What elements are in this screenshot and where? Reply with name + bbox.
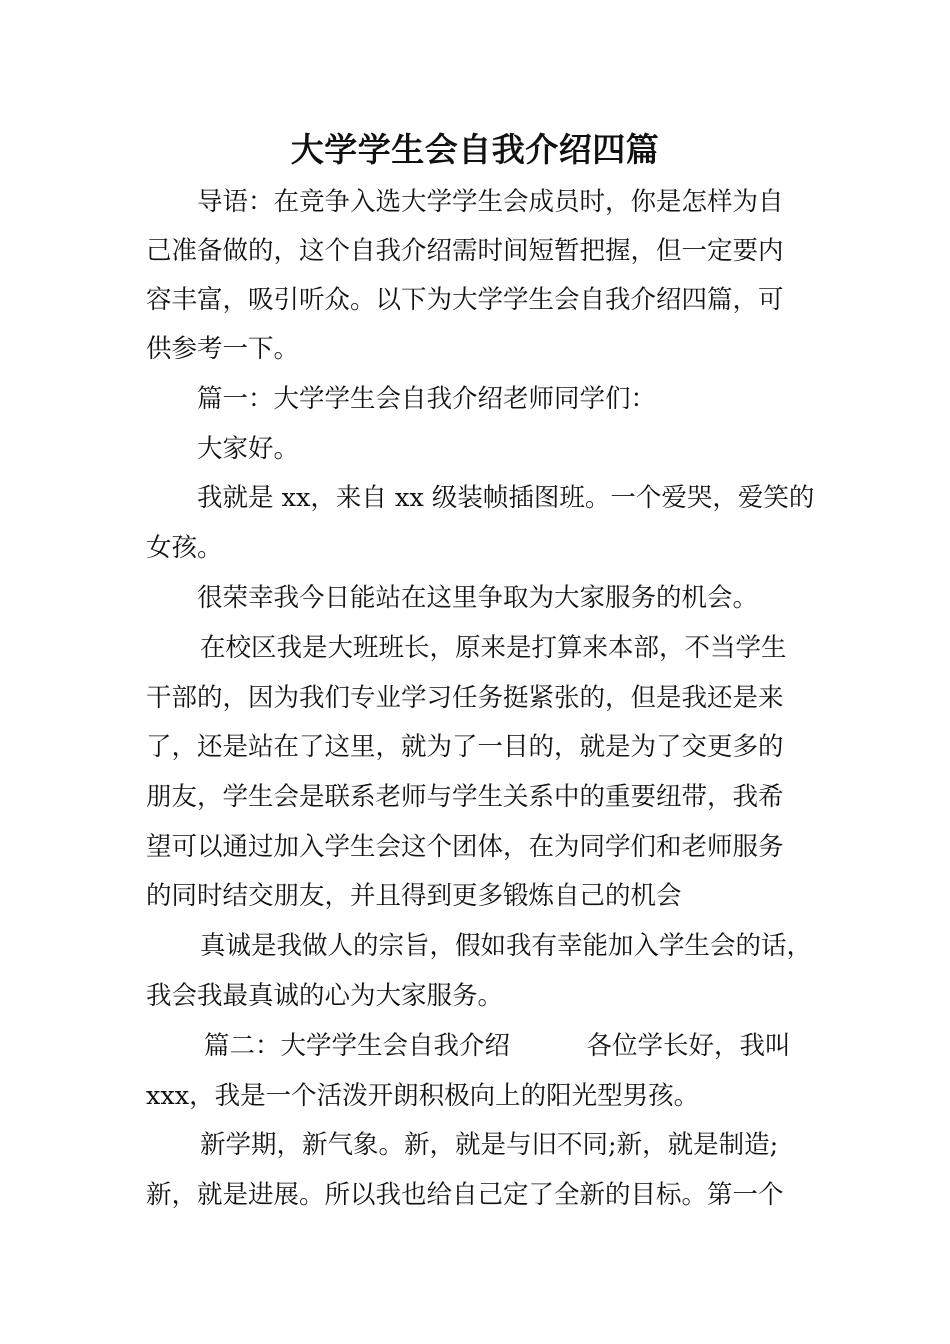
paragraph-line: 朋友，学生会是联系老师与学生关系中的重要纽带，我希 (146, 782, 784, 812)
paragraph-line: 己准备做的，这个自我介绍需时间短暂把握，但一定要内 (146, 236, 784, 266)
paragraph-line: 我就是 xx，来自 xx 级装帧插图班。一个爱哭，爱笑的 (197, 483, 815, 513)
paragraph-line: 供参考一下。 (146, 334, 300, 364)
paragraph-line: 新学期，新气象。新，就是与旧不同;新，就是制造; (200, 1130, 779, 1160)
paragraph-line: 我会我最真诚的心为大家服务。 (146, 981, 504, 1011)
paragraph-line: 女孩。 (146, 533, 223, 563)
paragraph-line: 真诚是我做人的宗旨，假如我有幸能加入学生会的话， (200, 931, 813, 961)
section-heading-line: 篇一：大学学生会自我介绍老师同学们： (197, 384, 657, 414)
section-heading-line: 篇二：大学学生会自我介绍 各位学长好，我叫 (204, 1031, 791, 1061)
paragraph-line: 大家好。 (197, 434, 300, 464)
paragraph-line: 干部的，因为我们专业学习任务挺紧张的，但是我还是来 (146, 683, 784, 713)
paragraph-line: xxx，我是一个活泼开朗积极向上的阳光型男孩。 (146, 1081, 700, 1111)
paragraph-line: 很荣幸我今日能站在这里争取为大家服务的机会。 (197, 583, 759, 613)
paragraph-line: 望可以通过加入学生会这个团体，在为同学们和老师服务 (146, 832, 784, 862)
document-title: 大学学生会自我介绍四篇 (290, 130, 660, 169)
paragraph-line: 的同时结交朋友，并且得到更多锻炼自己的机会 (146, 881, 682, 911)
paragraph-line: 容丰富，吸引听众。以下为大学学生会自我介绍四篇，可 (146, 285, 784, 315)
paragraph-line: 新，就是进展。所以我也给自己定了全新的目标。第一个 (146, 1180, 784, 1210)
paragraph-line: 导语：在竞争入选大学学生会成员时，你是怎样为自 (197, 187, 784, 217)
paragraph-line: 在校区我是大班班长，原来是打算来本部，不当学生 (200, 633, 787, 663)
paragraph-line: 了，还是站在了这里，就为了一目的，就是为了交更多的 (146, 732, 784, 762)
